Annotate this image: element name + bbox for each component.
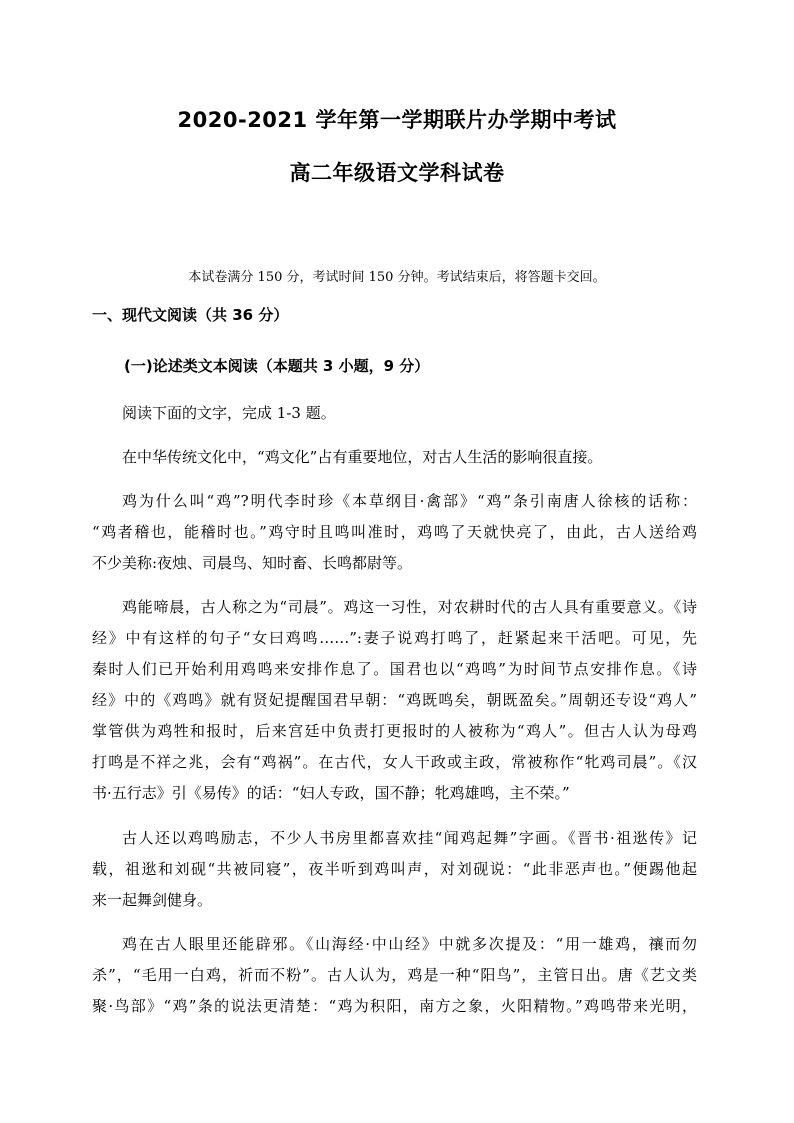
passage-line: 载，祖逖和刘砚“共被同寝”，夜半听到鸡叫声，对刘砚说：“此非恶声也。”便踢他起 xyxy=(92,860,697,878)
exam-title: 2020-2021 学年第一学期联片办学期中考试 xyxy=(177,108,617,132)
section-heading: 一、现代文阅读（共 36 分） xyxy=(92,306,289,324)
exam-instructions: 本试卷满分 150 分，考试时间 150 分钟。考试结束后，将答题卡交回。 xyxy=(188,270,606,285)
passage-line: 打鸣是不祥之兆，会有“鸡祸”。在古代，女人干政或主政，常被称作“牝鸡司晨”。《汉 xyxy=(92,753,697,771)
passage-line: 鸡在古人眼里还能辟邪。《山海经·中山经》中就多次提及：“用一雄鸡，禳而勿 xyxy=(122,935,697,953)
passage-line: 不少美称:夜烛、司晨鸟、知时畜、长鸣都尉等。 xyxy=(92,554,413,572)
passage-line: 在中华传统文化中，“鸡文化”占有重要地位，对古人生活的影响很直接。 xyxy=(122,448,603,466)
reading-prompt: 阅读下面的文字，完成 1-3 题。 xyxy=(122,404,336,422)
passage-line: 古人还以鸡鸣励志，不少人书房里都喜欢挂“闻鸡起舞”字画。《晋书·祖逖传》记 xyxy=(122,829,697,847)
exam-subtitle: 高二年级语文学科试卷 xyxy=(289,161,505,185)
passage-line: 书·五行志》引《易传》的话：“妇人专政，国不静；牝鸡雄鸣，主不荣。” xyxy=(92,784,570,802)
passage-line: 掌管供为鸡牲和报时，后来宫廷中负责打更报时的人被称为“鸡人”。但古人认为母鸡 xyxy=(92,722,697,740)
passage-line: 经》中有这样的句子“女曰鸡鸣……”:妻子说鸡打鸣了，赶紧起来干活吧。可见，先 xyxy=(92,629,697,647)
subsection-heading: (一)论述类文本阅读（本题共 3 小题，9 分） xyxy=(124,357,430,375)
passage-line: “鸡者稽也，能稽时也。”鸡守时且鸣叫准时，鸡鸣了天就快亮了，由此，古人送给鸡 xyxy=(92,523,697,541)
passage-line: 聚·鸟部》“鸡”条的说法更清楚：“鸡为积阳，南方之象，火阳精物。”鸡鸣带来光明， xyxy=(92,997,697,1015)
passage-line: 鸡为什么叫“鸡”?明代李时珍《本草纲目·禽部》“鸡”条引南唐人徐核的话称： xyxy=(122,492,697,510)
passage-line: 杀”，“毛用一白鸡，祈而不粉”。古人认为，鸡是一种“阳鸟”，主管日出。唐《艺文类 xyxy=(92,966,697,984)
passage-line: 秦时人们已开始利用鸡鸣来安排作息了。国君也以“鸡鸣”为时间节点安排作息。《诗 xyxy=(92,660,697,678)
passage-line: 来一起舞剑健身。 xyxy=(92,891,213,909)
passage-line: 鸡能啼晨，古人称之为“司晨”。鸡这一习性，对农耕时代的古人具有重要意义。《诗 xyxy=(122,598,697,616)
passage-line: 经》中的《鸡鸣》就有贤妃提醒国君早朝：“鸡既鸣矣，朝既盈矣。”周朝还专设“鸡人” xyxy=(92,691,697,709)
